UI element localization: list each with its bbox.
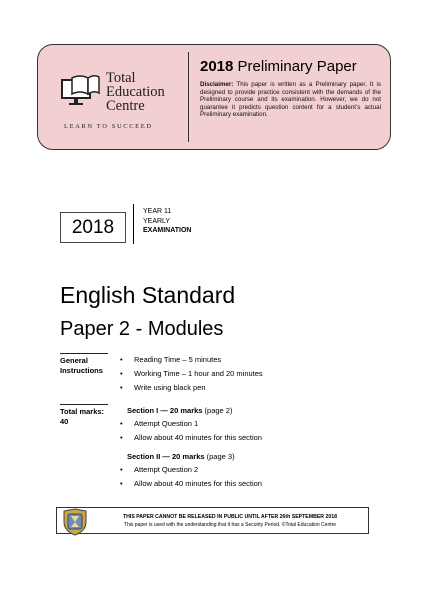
security-period-notice: This paper is used with the understanding that it has a Security Period. ©Total Education Centre bbox=[123, 522, 337, 528]
section-2-list bbox=[120, 463, 262, 491]
book-monitor-icon bbox=[60, 72, 100, 108]
general-instructions-list bbox=[120, 353, 263, 395]
year-divider bbox=[133, 204, 134, 244]
list-item: • Allow about 40 minutes for this section bbox=[120, 479, 262, 488]
list-item: • Working Time – 1 hour and 20 minutes bbox=[120, 369, 263, 378]
exam-year: 2018 bbox=[60, 212, 126, 243]
exam-type: YEAR 11 YEARLY EXAMINATION bbox=[143, 208, 192, 234]
total-marks-label: Total marks: 40 bbox=[60, 407, 105, 426]
brand-tagline: LEARN TO SUCCEED bbox=[64, 123, 153, 130]
general-rule bbox=[60, 353, 108, 354]
paper-subtitle: Paper 2 - Modules bbox=[60, 318, 224, 340]
header-divider bbox=[188, 52, 189, 142]
list-item: • Reading Time – 5 minutes bbox=[120, 355, 222, 364]
section-1: Section I — 20 marks (page 2) bbox=[127, 406, 233, 415]
release-notice: THIS PAPER CANNOT BE RELEASED IN PUBLIC UNTIL AFTER 26th SEPTEMBER 2018 bbox=[122, 514, 338, 520]
marks-rule bbox=[60, 404, 108, 405]
list-item: • Attempt Question 1 bbox=[120, 419, 199, 428]
section-1-list bbox=[120, 417, 262, 445]
disclaimer: Disclaimer: This paper is written as a Preliminary paper. It is designed to provide practice consistent with the demands of the Preliminary course and its examination. However, we do not guarantee it predicts question content for a student’s actual Preliminary examination. bbox=[200, 81, 381, 119]
brand-name: Total Education Centre bbox=[106, 70, 165, 114]
list-item: • Allow about 40 minutes for this section bbox=[120, 433, 262, 442]
list-item: • Write using black pen bbox=[120, 383, 206, 392]
security-notice-box bbox=[56, 507, 369, 534]
subject-title: English Standard bbox=[60, 282, 236, 308]
section-2: Section II — 20 marks (page 3) bbox=[127, 452, 235, 461]
list-item: • Attempt Question 2 bbox=[120, 465, 199, 474]
hourglass-shield-icon bbox=[62, 508, 88, 536]
general-instructions-label: General Instructions bbox=[60, 356, 103, 375]
paper-title: 2018 Preliminary Paper bbox=[200, 58, 357, 75]
